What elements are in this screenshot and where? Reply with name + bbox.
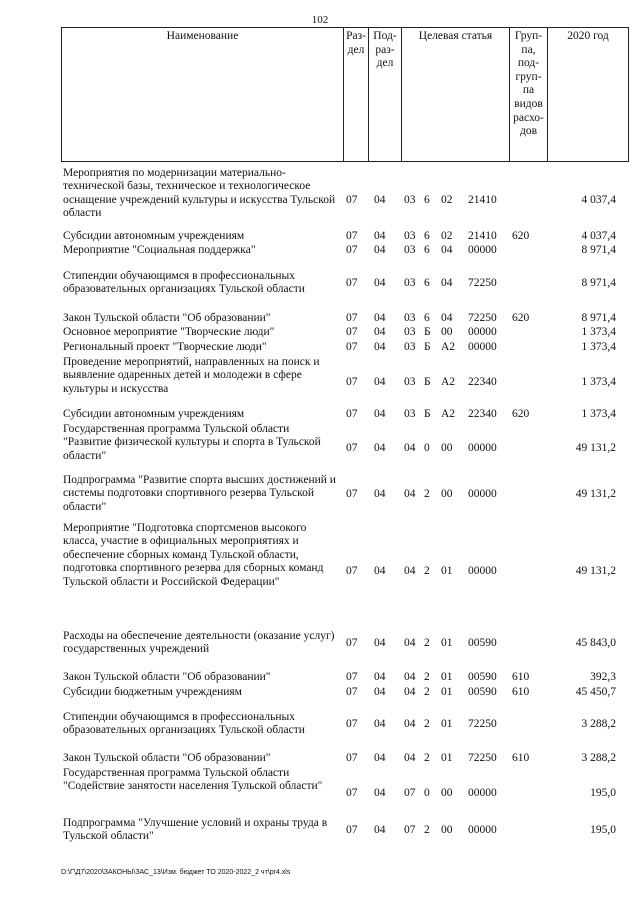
row-podrazdel: 04 — [374, 565, 386, 577]
row-razdel: 07 — [346, 686, 358, 698]
row-name: Субсидии бюджетным учреждениям — [63, 686, 242, 698]
row-article-event: 01 — [441, 752, 453, 764]
row-article-event: 00 — [441, 824, 453, 836]
row-name: Субсидии автономным учреждениям — [63, 230, 245, 242]
row-amount: 195,0 — [590, 787, 616, 799]
file-path-footer: D:\Г\Д7\2020\ЗАКОНЫ\ЗАС_13\Изм. бюджет ТО 2020-2022_2 чт\pr4.xls — [61, 869, 291, 876]
row-amount: 1 373,4 — [581, 326, 616, 338]
header-group-line: Груп- — [514, 30, 543, 42]
row-razdel: 07 — [346, 376, 358, 388]
row-podrazdel: 04 — [374, 194, 386, 206]
row-razdel: 07 — [346, 230, 358, 242]
header-group-line: па, — [521, 43, 536, 56]
row-amount: 49 131,2 — [575, 442, 616, 454]
header-podrazdel-line: раз- — [375, 43, 395, 56]
row-podrazdel: 04 — [374, 787, 386, 799]
row-amount: 8 971,4 — [581, 277, 616, 289]
row-podrazdel: 04 — [374, 312, 386, 324]
row-name: Мероприятие "Социальная поддержка" — [63, 244, 256, 256]
header-group-line: видов — [514, 97, 543, 110]
row-podrazdel: 04 — [374, 408, 386, 420]
row-article-program: 03 — [404, 230, 416, 242]
row-expense-group: 620 — [512, 408, 530, 420]
row-article-program: 04 — [404, 488, 416, 500]
row-article-event: 00 — [441, 488, 453, 500]
row-article-event: 04 — [441, 277, 453, 289]
row-razdel: 07 — [346, 637, 358, 649]
row-article-direction: 00000 — [468, 341, 497, 353]
row-razdel: 07 — [346, 326, 358, 338]
row-article-program: 03 — [404, 408, 416, 420]
row-article-event: 00 — [441, 326, 453, 338]
row-article-direction: 00000 — [468, 442, 497, 454]
row-article-direction: 00000 — [468, 326, 497, 338]
row-article-subprogram: 0 — [424, 787, 430, 799]
row-article-direction: 72250 — [468, 277, 497, 289]
row-article-event: 04 — [441, 312, 453, 324]
row-name: Мероприятия по модернизации материально-технической базы, техническое и технологическое оснащение учреждений культуры и искусства Тульской области — [63, 167, 336, 220]
row-article-subprogram: Б — [424, 376, 431, 388]
row-name: Закон Тульской области "Об образовании" — [63, 312, 271, 324]
row-razdel: 07 — [346, 671, 358, 683]
row-article-event: А2 — [441, 376, 456, 388]
header-razdel-line: дел — [347, 43, 365, 56]
row-article-program: 04 — [404, 565, 416, 577]
row-article-direction: 00000 — [468, 787, 497, 799]
row-expense-group: 620 — [512, 312, 530, 324]
row-amount: 3 288,2 — [581, 752, 616, 764]
header-podrazdel-line: дел — [376, 57, 394, 70]
row-article-event: А2 — [441, 408, 456, 420]
row-article-program: 03 — [404, 312, 416, 324]
row-article-subprogram: Б — [424, 408, 431, 420]
row-expense-group: 610 — [512, 671, 530, 683]
row-amount: 49 131,2 — [575, 488, 616, 500]
row-amount: 45 843,0 — [575, 637, 616, 649]
row-name: Субсидии автономным учреждениям — [63, 408, 245, 420]
row-article-event: А2 — [441, 341, 456, 353]
row-article-subprogram: 6 — [424, 194, 430, 206]
header-group-line: расхо- — [513, 111, 544, 124]
row-article-direction: 21410 — [468, 194, 497, 206]
header-year: 2020 год — [548, 28, 629, 162]
row-article-direction: 72250 — [468, 718, 497, 730]
row-razdel: 07 — [346, 442, 358, 454]
row-article-subprogram: 2 — [424, 637, 430, 649]
row-razdel: 07 — [346, 312, 358, 324]
row-amount: 4 037,4 — [581, 230, 616, 242]
row-article-event: 01 — [441, 686, 453, 698]
row-article-subprogram: 2 — [424, 686, 430, 698]
row-article-event: 02 — [441, 194, 453, 206]
row-article-subprogram: 6 — [424, 244, 430, 256]
header-target-article: Целевая статья — [402, 28, 510, 162]
row-amount: 1 373,4 — [581, 408, 616, 420]
row-article-subprogram: 6 — [424, 277, 430, 289]
row-podrazdel: 04 — [374, 488, 386, 500]
row-amount: 1 373,4 — [581, 376, 616, 388]
row-article-direction: 00000 — [468, 244, 497, 256]
row-article-program: 03 — [404, 194, 416, 206]
row-article-event: 01 — [441, 671, 453, 683]
row-razdel: 07 — [346, 718, 358, 730]
row-article-subprogram: 6 — [424, 312, 430, 324]
row-razdel: 07 — [346, 277, 358, 289]
row-name: Мероприятие "Подготовка спортсменов высокого класса, участие в официальных мероприятиях и обеспечение сборных команд Тульской области, подготовка спортивного резерва для сборных команд Тульской области и Российской Федерации" — [63, 522, 324, 588]
row-name: Стипендии обучающимся в профессиональных образовательных организациях Тульской области — [63, 711, 305, 737]
row-name: Подпрограмма "Улучшение условий и охраны труда в Тульской области" — [63, 817, 328, 843]
row-expense-group: 620 — [512, 230, 530, 242]
row-article-program: 04 — [404, 752, 416, 764]
row-amount: 3 288,2 — [581, 718, 616, 730]
row-name: Региональный проект "Творческие люди" — [63, 341, 267, 353]
row-podrazdel: 04 — [374, 637, 386, 649]
row-name: Стипендии обучающимся в профессиональных образовательных организациях Тульской области — [63, 270, 305, 296]
row-article-program: 07 — [404, 824, 416, 836]
header-group-line: груп- — [515, 70, 542, 83]
row-podrazdel: 04 — [374, 671, 386, 683]
row-article-program: 03 — [404, 326, 416, 338]
header-group-line: дов — [519, 125, 538, 138]
row-article-direction: 72250 — [468, 312, 497, 324]
row-article-program: 03 — [404, 244, 416, 256]
header-group-line: под- — [517, 57, 540, 70]
row-article-program: 03 — [404, 376, 416, 388]
row-article-direction: 00000 — [468, 488, 497, 500]
row-podrazdel: 04 — [374, 244, 386, 256]
row-razdel: 07 — [346, 341, 358, 353]
row-article-subprogram: 2 — [424, 565, 430, 577]
row-article-subprogram: 6 — [424, 230, 430, 242]
row-article-direction: 22340 — [468, 408, 497, 420]
row-name: Государственная программа Тульской области "Развитие физической культуры и спорта в Тульской области" — [63, 423, 321, 462]
row-article-subprogram: 2 — [424, 824, 430, 836]
row-expense-group: 610 — [512, 752, 530, 764]
row-razdel: 07 — [346, 194, 358, 206]
row-name: Проведение мероприятий, направленных на поиск и выявление одаренных детей и молодежи в сфере культуры и искусства — [63, 356, 320, 395]
row-article-direction: 72250 — [468, 752, 497, 764]
row-article-event: 01 — [441, 637, 453, 649]
row-article-subprogram: Б — [424, 326, 431, 338]
header-group-line: па — [522, 84, 535, 97]
row-amount: 8 971,4 — [581, 312, 616, 324]
row-razdel: 07 — [346, 787, 358, 799]
row-podrazdel: 04 — [374, 442, 386, 454]
row-podrazdel: 04 — [374, 341, 386, 353]
row-name: Подпрограмма "Развитие спорта высших достижений и системы подготовки спортивного резерва Тульской области" — [63, 474, 336, 513]
row-name: Закон Тульской области "Об образовании" — [63, 671, 271, 683]
row-article-subprogram: 2 — [424, 671, 430, 683]
row-podrazdel: 04 — [374, 686, 386, 698]
row-podrazdel: 04 — [374, 326, 386, 338]
row-podrazdel: 04 — [374, 277, 386, 289]
row-article-subprogram: Б — [424, 341, 431, 353]
header-razdel-line: Раз- — [346, 30, 366, 42]
row-article-direction: 21410 — [468, 230, 497, 242]
row-article-direction: 00000 — [468, 824, 497, 836]
row-amount: 392,3 — [590, 671, 616, 683]
row-razdel: 07 — [346, 565, 358, 577]
row-podrazdel: 04 — [374, 824, 386, 836]
row-article-event: 00 — [441, 442, 453, 454]
row-name: Основное мероприятие "Творческие люди" — [63, 326, 275, 338]
row-article-direction: 22340 — [468, 376, 497, 388]
header-podrazdel-line: Под- — [373, 30, 397, 42]
row-razdel: 07 — [346, 824, 358, 836]
row-article-subprogram: 0 — [424, 442, 430, 454]
row-article-subprogram: 2 — [424, 752, 430, 764]
row-name: Государственная программа Тульской области "Содействие занятости населения Тульской области" — [63, 767, 323, 793]
page-number: 102 — [311, 14, 329, 26]
row-expense-group: 610 — [512, 686, 530, 698]
row-article-program: 04 — [404, 442, 416, 454]
row-amount: 1 373,4 — [581, 341, 616, 353]
row-article-program: 04 — [404, 637, 416, 649]
row-article-program: 04 — [404, 718, 416, 730]
row-article-program: 03 — [404, 341, 416, 353]
row-podrazdel: 04 — [374, 230, 386, 242]
row-podrazdel: 04 — [374, 752, 386, 764]
row-article-event: 01 — [441, 718, 453, 730]
row-razdel: 07 — [346, 244, 358, 256]
row-article-event: 04 — [441, 244, 453, 256]
row-name: Расходы на обеспечение деятельности (оказание услуг) государственных учреждений — [63, 630, 335, 656]
row-article-program: 04 — [404, 686, 416, 698]
row-article-direction: 00590 — [468, 637, 497, 649]
row-amount: 49 131,2 — [575, 565, 616, 577]
row-article-event: 01 — [441, 565, 453, 577]
row-amount: 8 971,4 — [581, 244, 616, 256]
row-article-program: 04 — [404, 671, 416, 683]
row-amount: 195,0 — [590, 824, 616, 836]
row-amount: 4 037,4 — [581, 194, 616, 206]
row-razdel: 07 — [346, 408, 358, 420]
row-article-subprogram: 2 — [424, 488, 430, 500]
row-article-subprogram: 2 — [424, 718, 430, 730]
row-podrazdel: 04 — [374, 376, 386, 388]
row-article-event: 00 — [441, 787, 453, 799]
row-podrazdel: 04 — [374, 718, 386, 730]
row-name: Закон Тульской области "Об образовании" — [63, 752, 271, 764]
row-razdel: 07 — [346, 752, 358, 764]
row-article-direction: 00590 — [468, 671, 497, 683]
row-article-direction: 00000 — [468, 565, 497, 577]
row-amount: 45 450,7 — [575, 686, 616, 698]
row-article-program: 07 — [404, 787, 416, 799]
row-razdel: 07 — [346, 488, 358, 500]
row-article-event: 02 — [441, 230, 453, 242]
header-name: Наименование — [62, 28, 344, 162]
row-article-direction: 00590 — [468, 686, 497, 698]
row-article-program: 03 — [404, 277, 416, 289]
